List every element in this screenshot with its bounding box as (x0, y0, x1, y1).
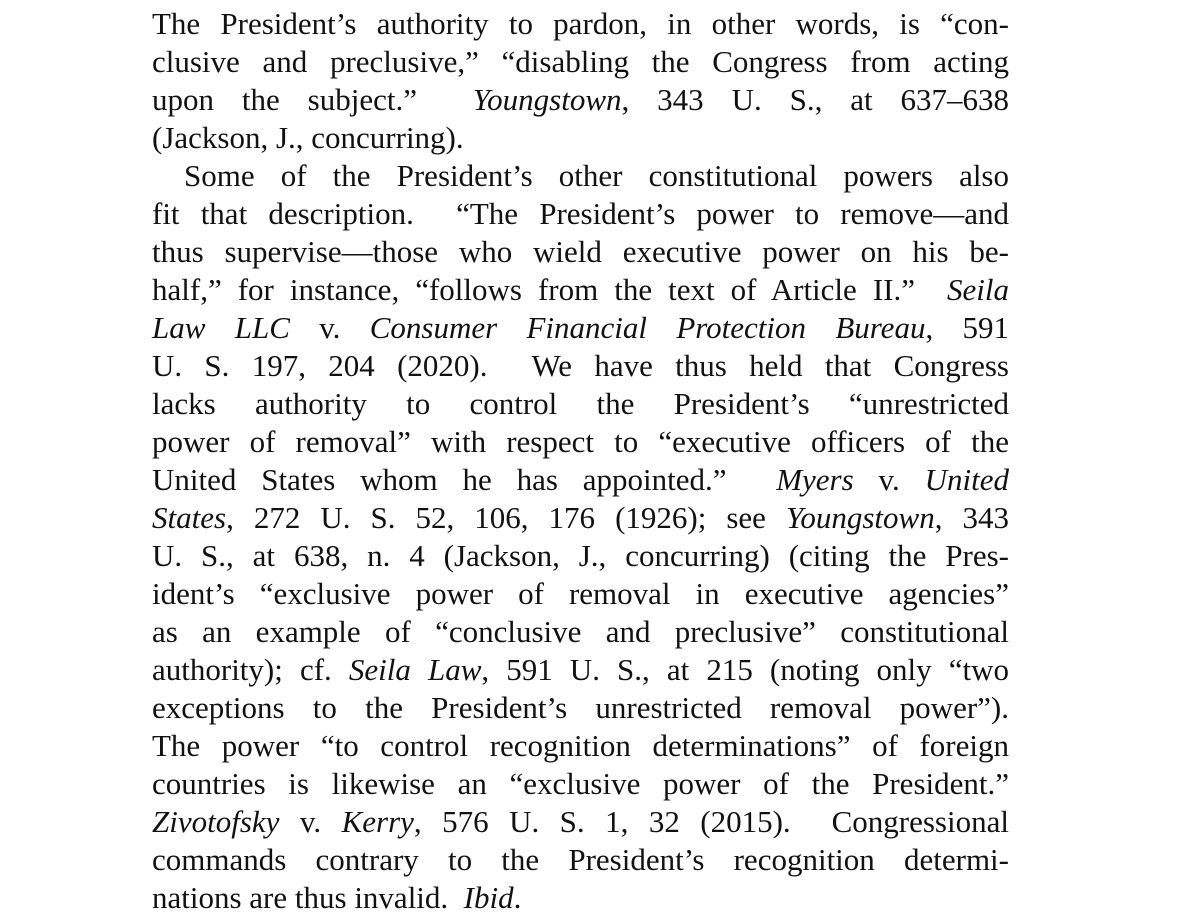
text-line (152, 499, 1009, 537)
italic-citation: Consumer Financial Protection Bureau (369, 310, 926, 345)
text-segment: , 591 (925, 310, 1010, 345)
text-segment: , 576 U. S. 1, 32 (2015). Congressional (413, 804, 1009, 839)
text-segment: as an example of “conclusive and preclusive” constitutional (152, 614, 1009, 649)
text-line (152, 537, 1009, 575)
text-segment: v. (279, 804, 342, 839)
text-segment: U. S. 197, 204 (2020). We have thus held that Congress (152, 348, 1009, 383)
text-segment: exceptions to the President’s unrestricted removal power”). (152, 690, 1009, 725)
text-line (152, 233, 1009, 271)
italic-citation: Kerry (341, 804, 414, 839)
text-segment: authority); cf. (152, 652, 349, 687)
text-segment: (Jackson, J., concurring). (152, 120, 464, 155)
italic-citation: Youngstown (472, 82, 622, 117)
italic-citation: Ibid (463, 880, 514, 915)
text-line (152, 803, 1009, 841)
text-line (152, 195, 1009, 233)
text-line (152, 841, 1009, 879)
text-segment: thus supervise—those who wield executive power on his be- (152, 234, 1009, 269)
text-line (152, 727, 1009, 765)
text-line (152, 347, 1009, 385)
text-segment: , 591 U. S., at 215 (noting only “two (481, 652, 1010, 687)
text-line (184, 157, 1009, 195)
text-segment: clusive and preclusive,” “disabling the Congress from acting (152, 44, 1009, 79)
text-segment: half,” for instance, “follows from the text of Article II.” (152, 272, 947, 307)
text-segment: ident’s “exclusive power of removal in executive agencies” (152, 576, 1009, 611)
text-line (152, 651, 1009, 689)
text-segment: countries is likewise an “exclusive power of the President.” (152, 766, 1009, 801)
text-segment: . (513, 880, 522, 915)
text-line (152, 43, 1009, 81)
text-segment: power of removal” with respect to “executive officers of the (152, 424, 1009, 459)
italic-citation: States (152, 500, 227, 535)
text-line (152, 119, 1009, 157)
text-segment: Some of the President’s other constitutional powers also (184, 158, 1009, 193)
text-segment: fit that description. “The President’s power to remove—and (152, 196, 1009, 231)
text-segment: United States whom he has appointed.” (152, 462, 777, 497)
cutoff-line-top (152, 0, 1009, 2)
italic-citation: Law LLC (152, 310, 290, 345)
text-line (152, 765, 1009, 803)
text-line (152, 81, 1009, 119)
text-line (152, 5, 1009, 43)
italic-citation: United (924, 462, 1009, 497)
italic-citation: Myers (776, 462, 854, 497)
italic-citation: Youngstown (785, 500, 935, 535)
text-segment: U. S., at 638, n. 4 (Jackson, J., concurring) (citing the Pres- (152, 538, 1009, 573)
text-segment: lacks authority to control the President’s “unrestricted (152, 386, 1009, 421)
text-segment: , 343 (934, 500, 1009, 535)
text-line (152, 461, 1009, 499)
italic-citation: Zivotofsky (152, 804, 280, 839)
italic-citation: Seila Law (348, 652, 482, 687)
text-segment: commands contrary to the President’s recognition determi- (152, 842, 1009, 877)
text-line (152, 689, 1009, 727)
text-line (152, 385, 1009, 423)
text-segment: v. (289, 310, 370, 345)
text-line (152, 271, 1009, 309)
text-segment: upon the subject.” (152, 82, 473, 117)
text-segment: v. (853, 462, 925, 497)
text-segment: The power “to control recognition determinations” of foreign (152, 728, 1009, 763)
text-line (152, 423, 1009, 461)
cutoff-line-bottom (152, 912, 1009, 924)
text-line (152, 575, 1009, 613)
text-segment: The President’s authority to pardon, in other words, is “con- (152, 6, 1009, 41)
text-line (152, 309, 1009, 347)
text-line (152, 613, 1009, 651)
text-segment: , 272 U. S. 52, 106, 176 (1926); see (226, 500, 786, 535)
text-segment: , 343 U. S., at 637–638 (621, 82, 1010, 117)
italic-citation: Seila (947, 272, 1009, 307)
text-segment: nations are thus invalid. (152, 880, 464, 915)
